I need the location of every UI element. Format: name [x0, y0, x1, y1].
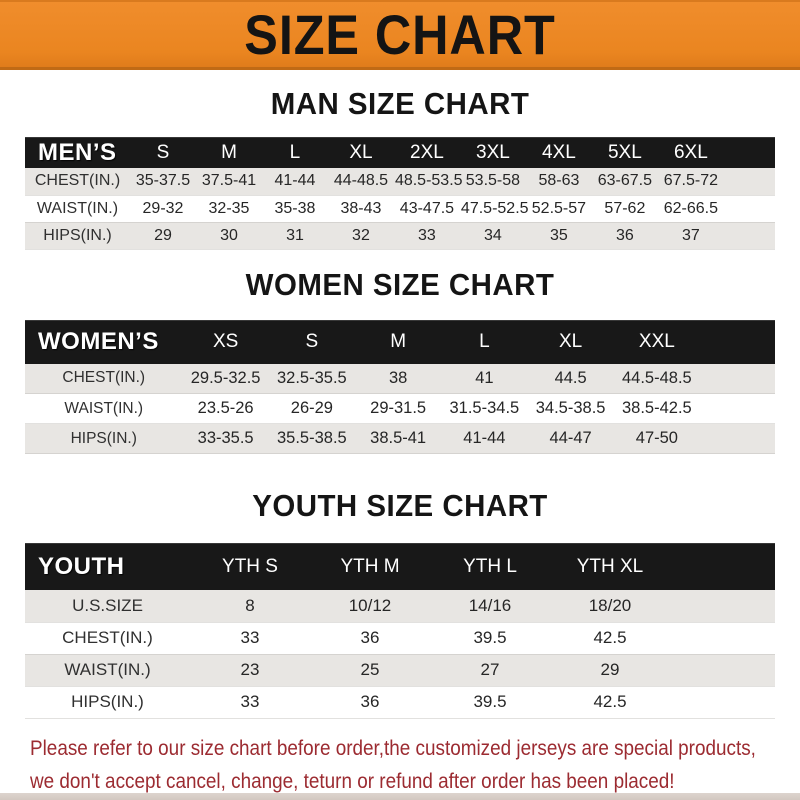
table-cell: 57-62 [604, 199, 646, 217]
table-row [25, 168, 775, 195]
size-column-header: S [130, 137, 196, 168]
row-label: CHEST(IN.) [34, 172, 121, 190]
table-cell [670, 654, 775, 686]
table-row [25, 424, 775, 454]
table-cell: 33 [240, 628, 260, 647]
size-column-header: L [441, 320, 527, 364]
table-cell [700, 394, 775, 424]
women-section-title: WOMEN SIZE CHART [245, 266, 555, 302]
size-column-header: XXL [614, 320, 700, 364]
table-cell: 58-63 [538, 172, 580, 190]
table-corner-label: MEN’S [25, 137, 130, 168]
table-row [25, 654, 775, 686]
youth-size-table [25, 543, 775, 719]
table-cell: 14/16 [468, 595, 512, 615]
row-label: WAIST(IN.) [36, 199, 119, 217]
table-cell: 42.5 [593, 628, 627, 647]
table-cell: 29-32 [142, 199, 184, 217]
table-cell: 43-47.5 [399, 199, 455, 217]
table-cell: 38-43 [340, 199, 382, 217]
table-cell: 35-37.5 [135, 172, 191, 190]
table-cell: 44-48.5 [333, 172, 389, 190]
table-cell: 23.5-26 [197, 399, 254, 417]
table-cell: 35-38 [274, 199, 316, 217]
table-corner-label: WOMEN’S [25, 320, 183, 364]
table-cell: 31.5-34.5 [449, 399, 520, 417]
table-cell: 36 [360, 692, 380, 711]
header-row [25, 543, 775, 590]
table-cell: 29 [154, 226, 172, 244]
row-label: HIPS(IN.) [43, 226, 112, 244]
table-cell: 34.5-38.5 [535, 399, 606, 417]
section-youth [0, 487, 800, 719]
table-cell: 18/20 [588, 595, 632, 615]
row-label: HIPS(IN.) [71, 692, 144, 711]
men-size-table [25, 137, 775, 250]
size-column-header: 5XL [592, 137, 658, 168]
table-corner-label: YOUTH [25, 543, 190, 590]
table-cell [700, 424, 775, 454]
table-row [25, 622, 775, 654]
table-cell: 25 [360, 660, 380, 679]
table-row [25, 394, 775, 424]
table-cell: 48.5-53.5 [394, 172, 463, 190]
row-label: CHEST(IN.) [62, 628, 153, 647]
row-label: WAIST(IN.) [64, 660, 151, 679]
table-cell: 38 [388, 368, 408, 387]
table-cell: 30 [220, 226, 238, 244]
table-cell: 37.5-41 [201, 172, 257, 190]
disclaimer-line1: Please refer to our size chart before order,the customized jerseys are special products, [30, 736, 756, 760]
bottom-strip [0, 793, 800, 800]
table-cell: 32 [352, 226, 370, 244]
table-cell: 62-66.5 [663, 199, 718, 217]
table-cell [724, 195, 775, 222]
table-cell: 41-44 [274, 172, 316, 190]
table-cell [700, 364, 775, 394]
size-column-header [724, 137, 775, 168]
table-cell: 8 [245, 595, 255, 615]
table-cell: 33-35.5 [197, 429, 254, 447]
table-cell: 42.5 [593, 692, 627, 711]
size-column-header: 3XL [460, 137, 526, 168]
table-cell [724, 222, 775, 249]
table-cell: 31 [286, 226, 304, 244]
row-label: U.S.SIZE [72, 595, 143, 615]
size-column-header: XL [328, 137, 394, 168]
women-size-table [25, 320, 775, 455]
table-row [25, 364, 775, 394]
table-cell: 44-47 [549, 429, 592, 447]
table-cell: 37 [681, 226, 700, 244]
size-column-header: S [269, 320, 355, 364]
size-column-header: 6XL [658, 137, 724, 168]
table-cell: 26-29 [290, 399, 333, 417]
table-cell: 23 [240, 660, 260, 679]
table-cell: 38.5-41 [370, 429, 427, 447]
size-column-header: XS [183, 320, 269, 364]
row-label: HIPS(IN.) [70, 429, 137, 447]
table-cell: 29 [600, 660, 620, 679]
size-column-header: 4XL [526, 137, 592, 168]
table-row [25, 590, 775, 622]
header-row [25, 320, 775, 364]
table-cell: 39.5 [473, 628, 507, 647]
table-cell: 39.5 [473, 692, 507, 711]
page-title: SIZE CHART [244, 2, 556, 66]
table-row [25, 195, 775, 222]
size-column-header: XL [528, 320, 614, 364]
table-cell: 33 [418, 226, 436, 244]
size-column-header: M [196, 137, 262, 168]
size-column-header: L [262, 137, 328, 168]
table-cell [670, 590, 775, 622]
youth-section-title: YOUTH SIZE CHART [252, 488, 548, 523]
table-cell: 33 [240, 692, 260, 711]
table-cell: 35.5-38.5 [277, 429, 347, 447]
table-cell: 36 [360, 628, 380, 647]
size-column-header [700, 320, 775, 364]
size-column-header [670, 543, 775, 590]
row-label: CHEST(IN.) [62, 369, 146, 387]
table-cell: 47.5-52.5 [460, 199, 529, 217]
table-cell: 32.5-35.5 [277, 368, 347, 387]
table-cell: 29.5-32.5 [190, 368, 261, 387]
table-cell [724, 168, 775, 195]
table-cell [670, 686, 775, 718]
table-cell: 29-31.5 [370, 399, 427, 417]
table-cell [670, 622, 775, 654]
table-cell: 38.5-42.5 [622, 399, 692, 417]
table-cell: 36 [615, 226, 634, 244]
size-column-header: YTH M [310, 543, 430, 590]
table-cell: 52.5-57 [531, 199, 587, 217]
table-cell: 10/12 [348, 595, 392, 615]
size-column-header: YTH XL [550, 543, 670, 590]
row-label: WAIST(IN.) [64, 399, 144, 417]
table-cell: 27 [480, 660, 500, 679]
banner [0, 0, 800, 70]
section-women [0, 266, 800, 455]
table-row [25, 222, 775, 249]
size-column-header: YTH S [190, 543, 310, 590]
men-section-title: MAN SIZE CHART [270, 86, 530, 121]
size-column-header: 2XL [394, 137, 460, 168]
disclaimer [30, 732, 800, 798]
header-row [25, 137, 775, 168]
table-row [25, 686, 775, 718]
table-cell: 35 [550, 226, 568, 244]
table-cell: 32-35 [208, 199, 250, 217]
table-cell: 44.5-48.5 [622, 368, 692, 387]
size-column-header: YTH L [430, 543, 550, 590]
disclaimer-line2: we don't accept cancel, change, teturn or refund after order has been placed! [30, 769, 675, 793]
table-cell: 67.5-72 [663, 172, 718, 190]
section-men [0, 85, 800, 250]
table-cell: 47-50 [635, 429, 678, 447]
table-cell: 53.5-58 [465, 172, 521, 190]
table-cell: 63-67.5 [597, 172, 653, 190]
table-cell: 41 [475, 368, 494, 387]
size-column-header: M [355, 320, 441, 364]
table-cell: 41-44 [463, 429, 506, 447]
table-cell: 44.5 [554, 368, 587, 387]
table-cell: 34 [484, 226, 502, 244]
